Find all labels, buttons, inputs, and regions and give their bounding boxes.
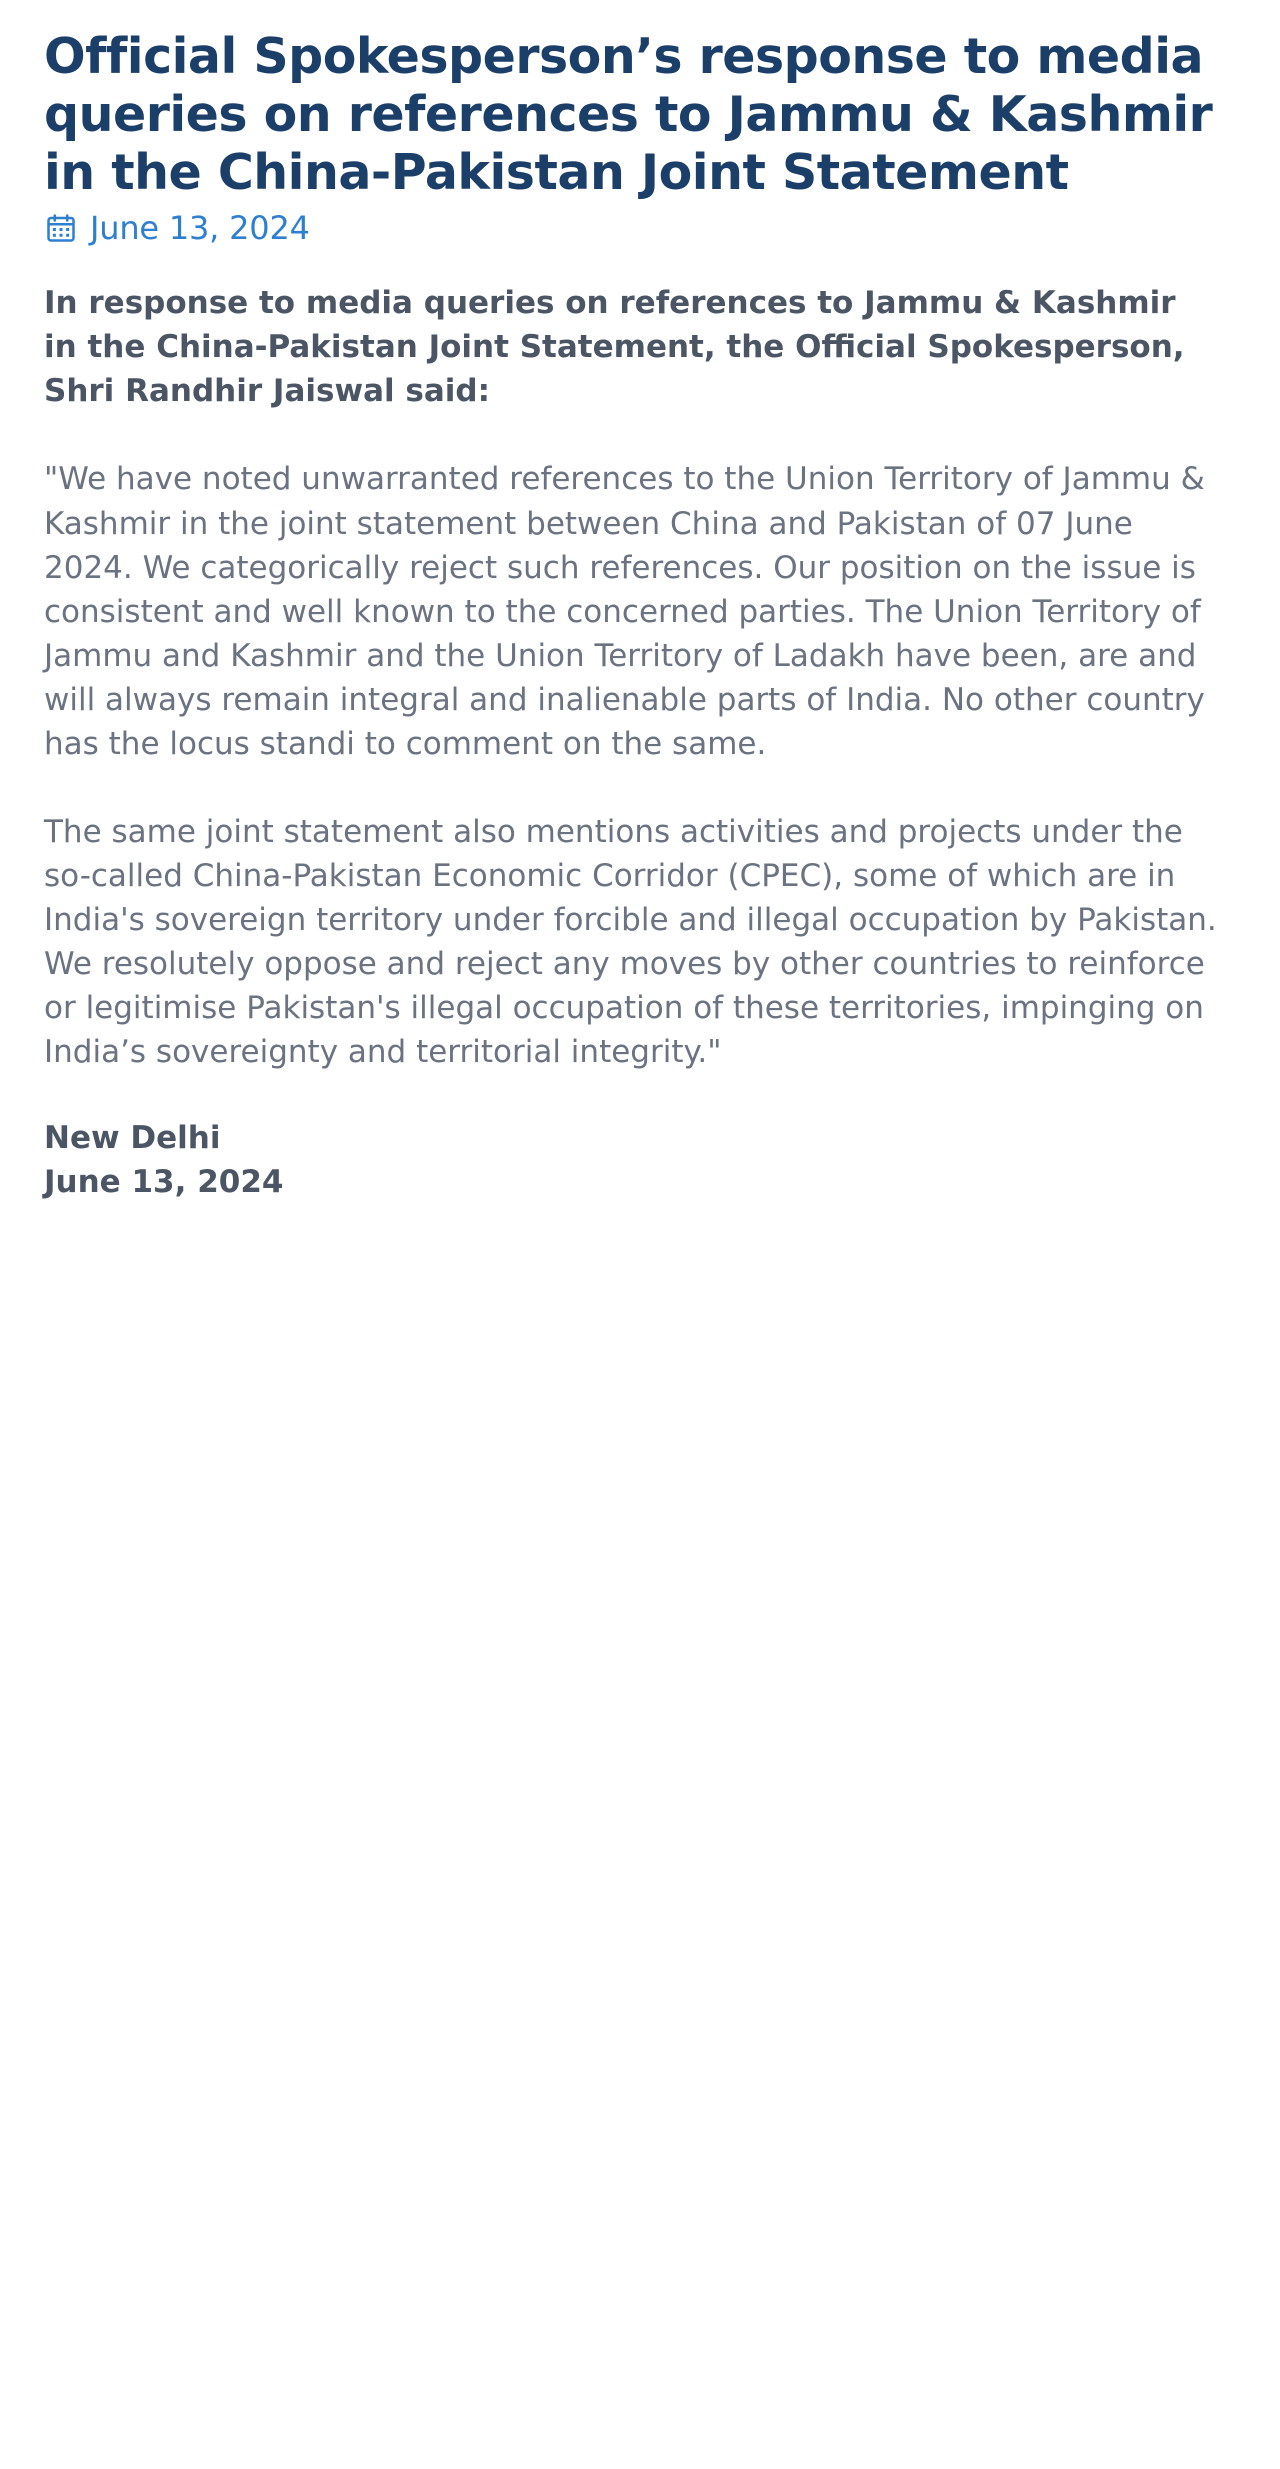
calendar-icon [46,213,76,243]
article-paragraph-1: "We have noted unwarranted references to the Union Territory of Jammu & Kashmir in the joint statement between China and Pakistan of 07 June 2024. We categorically reject such references. Our position on the issue is consistent and well known to the concerned parties. The Union Territory of Jammu and Kashmir and the Union Territory of Ladakh have been, are and will always remain integral and inalienable parts of India. No other country has the locus standi to comment on the same. [44,461,1205,762]
article-signoff [44,1118,1236,1204]
signoff-place: New Delhi [44,1119,221,1156]
publish-date: June 13, 2024 [90,209,310,248]
article-paragraph-2: The same joint statement also mentions activities and projects under the so-called China-Pakistan Economic Corridor (CPEC), some of which are in India's sovereign territory under forcible and illegal occupation by Pakistan. We resolutely oppose and reject any moves by other countries to reinforce or legitimise Pakistan's illegal occupation of these territories, impinging on India’s sovereignty and territorial integrity." [44,813,1217,1070]
article-meta [46,209,1236,247]
signoff-date: June 13, 2024 [44,1163,284,1200]
page-title: Official Spokesperson’s response to media queries on references to Jammu & Kashmir in the China-Pakistan Joint Statement [44,28,1213,201]
article-lead-paragraph: In response to media queries on references to Jammu & Kashmir in the China-Pakistan Joint Statement, the Official Spokesperson, Shri Randhir Jaiswal said: [44,285,1185,410]
